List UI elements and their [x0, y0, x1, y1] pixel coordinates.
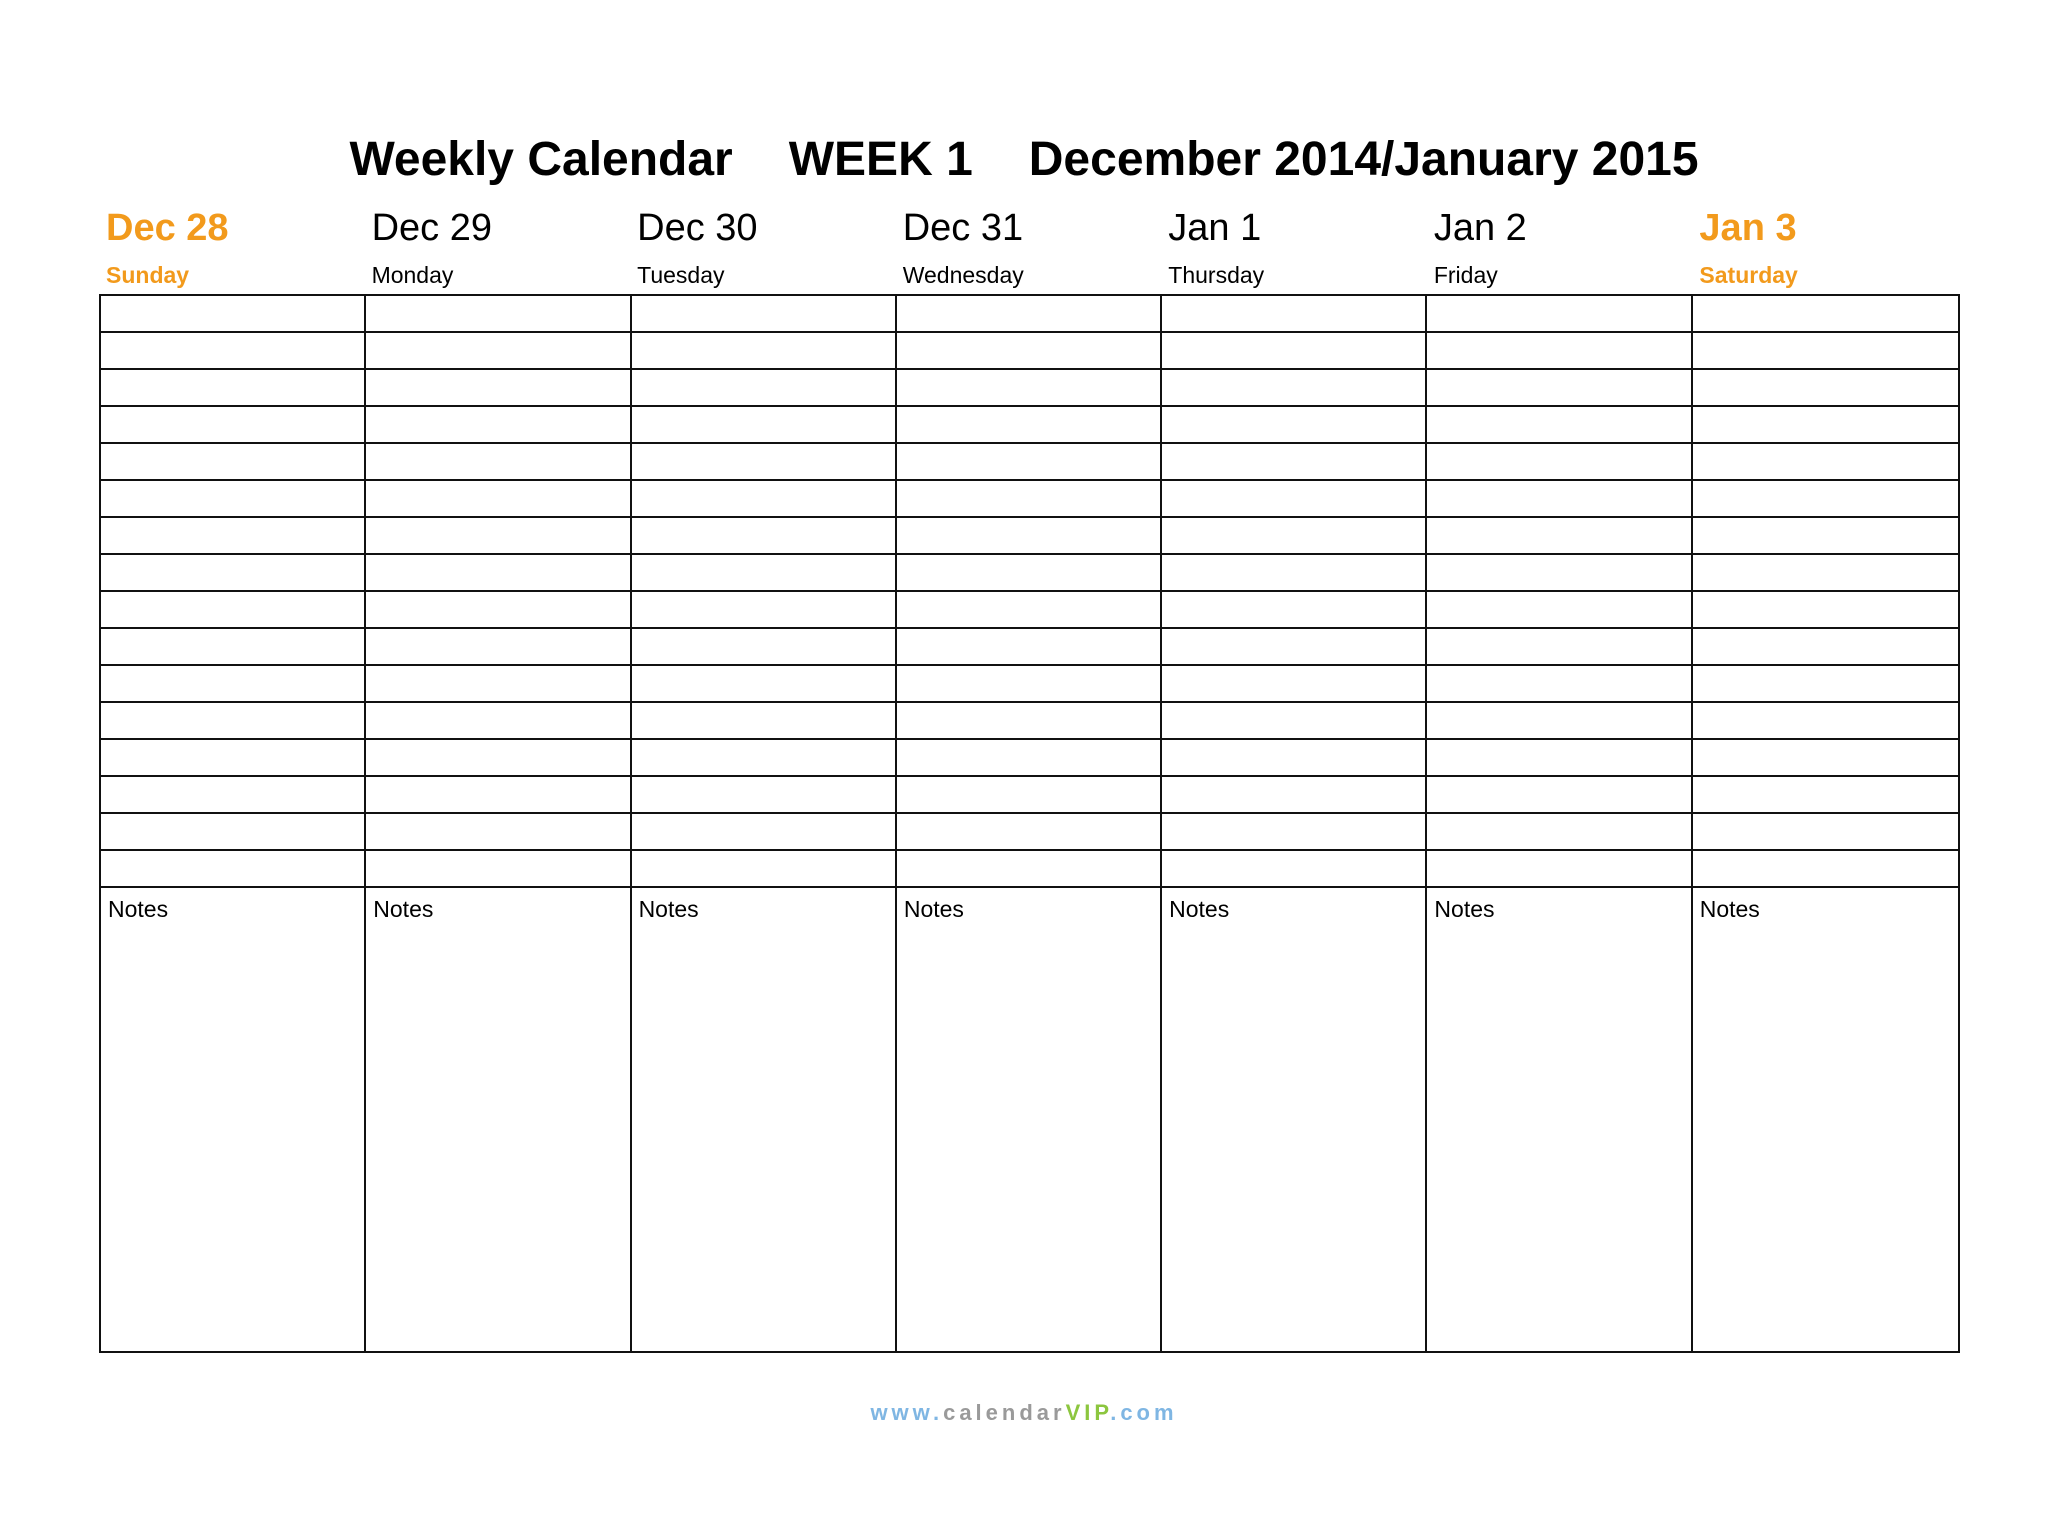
notes-box[interactable]	[1427, 888, 1690, 1351]
time-slot[interactable]	[1162, 518, 1425, 555]
time-slot[interactable]	[366, 851, 629, 888]
time-slot[interactable]	[1162, 629, 1425, 666]
day-header-friday	[1427, 204, 1693, 290]
time-slot[interactable]	[632, 629, 895, 666]
day-date: Dec 31	[902, 207, 1024, 249]
time-slot[interactable]	[1427, 296, 1690, 333]
time-slot[interactable]	[897, 333, 1160, 370]
time-slot[interactable]	[632, 518, 895, 555]
time-slot[interactable]	[632, 777, 895, 814]
time-slot[interactable]	[1427, 481, 1690, 518]
day-column-friday	[1427, 296, 1692, 1351]
footer-vip: VIP	[1065, 1400, 1111, 1425]
calendar-title	[0, 128, 2048, 192]
time-slot[interactable]	[1162, 777, 1425, 814]
time-slot[interactable]	[897, 703, 1160, 740]
time-slot[interactable]	[101, 666, 364, 703]
time-slot[interactable]	[101, 851, 364, 888]
time-slot[interactable]	[1693, 407, 1958, 444]
day-header-sunday	[99, 204, 365, 290]
day-date: Jan 3	[1699, 207, 1797, 249]
time-slot[interactable]	[897, 851, 1160, 888]
time-slot[interactable]	[1162, 814, 1425, 851]
time-slot[interactable]	[101, 407, 364, 444]
time-slot[interactable]	[101, 629, 364, 666]
time-slot[interactable]	[897, 629, 1160, 666]
footer-com: .com	[1110, 1400, 1178, 1425]
time-slot[interactable]	[1427, 407, 1690, 444]
day-name: Thursday	[1168, 262, 1265, 288]
day-column-sunday	[101, 296, 366, 1351]
time-slot[interactable]	[366, 407, 629, 444]
title-week: WEEK 1	[788, 133, 973, 186]
time-slot[interactable]	[101, 481, 364, 518]
time-slot[interactable]	[1427, 370, 1690, 407]
time-slot[interactable]	[1427, 592, 1690, 629]
time-slot[interactable]	[101, 444, 364, 481]
time-slot[interactable]	[1162, 740, 1425, 777]
time-slot[interactable]	[1162, 370, 1425, 407]
time-slot[interactable]	[632, 851, 895, 888]
time-slot[interactable]	[632, 444, 895, 481]
time-slot[interactable]	[897, 592, 1160, 629]
time-slot[interactable]	[366, 592, 629, 629]
calendar-grid	[99, 294, 1960, 1353]
notes-box[interactable]	[366, 888, 629, 1351]
time-slot[interactable]	[1693, 629, 1958, 666]
time-slot[interactable]	[1693, 481, 1958, 518]
time-slot[interactable]	[1427, 740, 1690, 777]
day-date: Dec 30	[637, 207, 758, 249]
notes-label: Notes	[638, 896, 699, 922]
time-slot[interactable]	[101, 740, 364, 777]
time-slot[interactable]	[101, 703, 364, 740]
time-slot[interactable]	[1693, 592, 1958, 629]
time-slot[interactable]	[632, 333, 895, 370]
footer-www: www.	[870, 1400, 944, 1425]
time-slot[interactable]	[1427, 629, 1690, 666]
time-slot[interactable]	[897, 814, 1160, 851]
time-slot[interactable]	[366, 629, 629, 666]
day-name: Tuesday	[637, 262, 725, 288]
day-column-saturday	[1693, 296, 1958, 1351]
time-slot[interactable]	[1427, 703, 1690, 740]
time-slot[interactable]	[897, 370, 1160, 407]
day-header-tuesday	[630, 204, 896, 290]
day-header-monday	[365, 204, 631, 290]
time-slot[interactable]	[632, 407, 895, 444]
time-slot[interactable]	[897, 296, 1160, 333]
time-slot[interactable]	[1162, 666, 1425, 703]
time-slot[interactable]	[366, 814, 629, 851]
day-name: Friday	[1433, 262, 1498, 288]
day-column-thursday	[1162, 296, 1427, 1351]
time-slot[interactable]	[1693, 740, 1958, 777]
time-slot[interactable]	[897, 407, 1160, 444]
time-slot[interactable]	[1162, 333, 1425, 370]
time-slot[interactable]	[1162, 481, 1425, 518]
time-slot[interactable]	[1162, 592, 1425, 629]
time-slot[interactable]	[366, 777, 629, 814]
time-slot[interactable]	[101, 592, 364, 629]
time-slot[interactable]	[1427, 444, 1690, 481]
notes-label: Notes	[1699, 896, 1760, 922]
day-header-saturday	[1692, 204, 1958, 290]
day-date: Jan 2	[1433, 207, 1527, 249]
time-slot[interactable]	[1427, 518, 1690, 555]
notes-box[interactable]	[101, 888, 364, 1351]
day-headers	[99, 204, 1958, 290]
time-slot[interactable]	[1162, 444, 1425, 481]
time-slot[interactable]	[1162, 703, 1425, 740]
time-slot[interactable]	[366, 740, 629, 777]
time-slot[interactable]	[1693, 555, 1958, 592]
time-slot[interactable]	[1162, 296, 1425, 333]
notes-box[interactable]	[632, 888, 895, 1351]
notes-box[interactable]	[897, 888, 1160, 1351]
time-slot[interactable]	[1427, 555, 1690, 592]
time-slot[interactable]	[366, 333, 629, 370]
time-slot[interactable]	[1427, 666, 1690, 703]
time-slot[interactable]	[1427, 814, 1690, 851]
time-slot[interactable]	[1162, 851, 1425, 888]
day-header-thursday	[1161, 204, 1427, 290]
time-slot[interactable]	[897, 740, 1160, 777]
time-slot[interactable]	[1693, 814, 1958, 851]
time-slot[interactable]	[897, 555, 1160, 592]
time-slot[interactable]	[632, 555, 895, 592]
day-column-tuesday	[632, 296, 897, 1351]
notes-box[interactable]	[1693, 888, 1958, 1351]
notes-box[interactable]	[1162, 888, 1425, 1351]
time-slot[interactable]	[366, 370, 629, 407]
time-slot[interactable]	[632, 592, 895, 629]
time-slot[interactable]	[632, 740, 895, 777]
time-slot[interactable]	[632, 296, 895, 333]
time-slot[interactable]	[1427, 333, 1690, 370]
time-slot[interactable]	[1427, 777, 1690, 814]
day-header-wednesday	[896, 204, 1162, 290]
notes-label: Notes	[1169, 896, 1230, 922]
time-slot[interactable]	[366, 481, 629, 518]
time-slot[interactable]	[1693, 518, 1958, 555]
time-slot[interactable]	[632, 703, 895, 740]
time-slot[interactable]	[1162, 407, 1425, 444]
time-slot[interactable]	[632, 666, 895, 703]
day-date: Dec 28	[106, 207, 229, 249]
day-column-wednesday	[897, 296, 1162, 1351]
time-slot[interactable]	[1693, 444, 1958, 481]
notes-label: Notes	[108, 896, 169, 922]
time-slot[interactable]	[101, 814, 364, 851]
time-slot[interactable]	[632, 481, 895, 518]
notes-label: Notes	[903, 896, 964, 922]
time-slot[interactable]	[897, 481, 1160, 518]
day-date: Dec 29	[371, 207, 492, 249]
notes-label: Notes	[1434, 896, 1495, 922]
day-name: Wednesday	[902, 262, 1024, 288]
time-slot[interactable]	[101, 333, 364, 370]
time-slot[interactable]	[101, 370, 364, 407]
time-slot[interactable]	[101, 296, 364, 333]
time-slot[interactable]	[101, 777, 364, 814]
time-slot[interactable]	[366, 666, 629, 703]
footer-url[interactable]	[0, 1400, 2048, 1426]
time-slot[interactable]	[101, 518, 364, 555]
time-slot[interactable]	[1693, 333, 1958, 370]
time-slot[interactable]	[1693, 703, 1958, 740]
time-slot[interactable]	[897, 777, 1160, 814]
day-name: Sunday	[106, 262, 190, 288]
time-slot[interactable]	[1693, 851, 1958, 888]
time-slot[interactable]	[1693, 296, 1958, 333]
time-slot[interactable]	[366, 555, 629, 592]
title-period: December 2014/January 2015	[1028, 133, 1699, 186]
time-slot[interactable]	[897, 666, 1160, 703]
day-name: Saturday	[1699, 262, 1798, 288]
time-slot[interactable]	[897, 444, 1160, 481]
time-slot[interactable]	[366, 444, 629, 481]
time-slot[interactable]	[101, 555, 364, 592]
time-slot[interactable]	[366, 703, 629, 740]
time-slot[interactable]	[632, 814, 895, 851]
time-slot[interactable]	[366, 518, 629, 555]
title-calendar: Weekly Calendar	[349, 133, 733, 186]
time-slot[interactable]	[1693, 666, 1958, 703]
time-slot[interactable]	[1693, 370, 1958, 407]
footer-calendar: calendar	[943, 1400, 1066, 1425]
notes-label: Notes	[373, 896, 434, 922]
time-slot[interactable]	[632, 370, 895, 407]
day-date: Jan 1	[1168, 207, 1262, 249]
time-slot[interactable]	[1427, 851, 1690, 888]
time-slot[interactable]	[897, 518, 1160, 555]
time-slot[interactable]	[366, 296, 629, 333]
time-slot[interactable]	[1162, 555, 1425, 592]
time-slot[interactable]	[1693, 777, 1958, 814]
day-name: Monday	[371, 262, 454, 288]
day-column-monday	[366, 296, 631, 1351]
